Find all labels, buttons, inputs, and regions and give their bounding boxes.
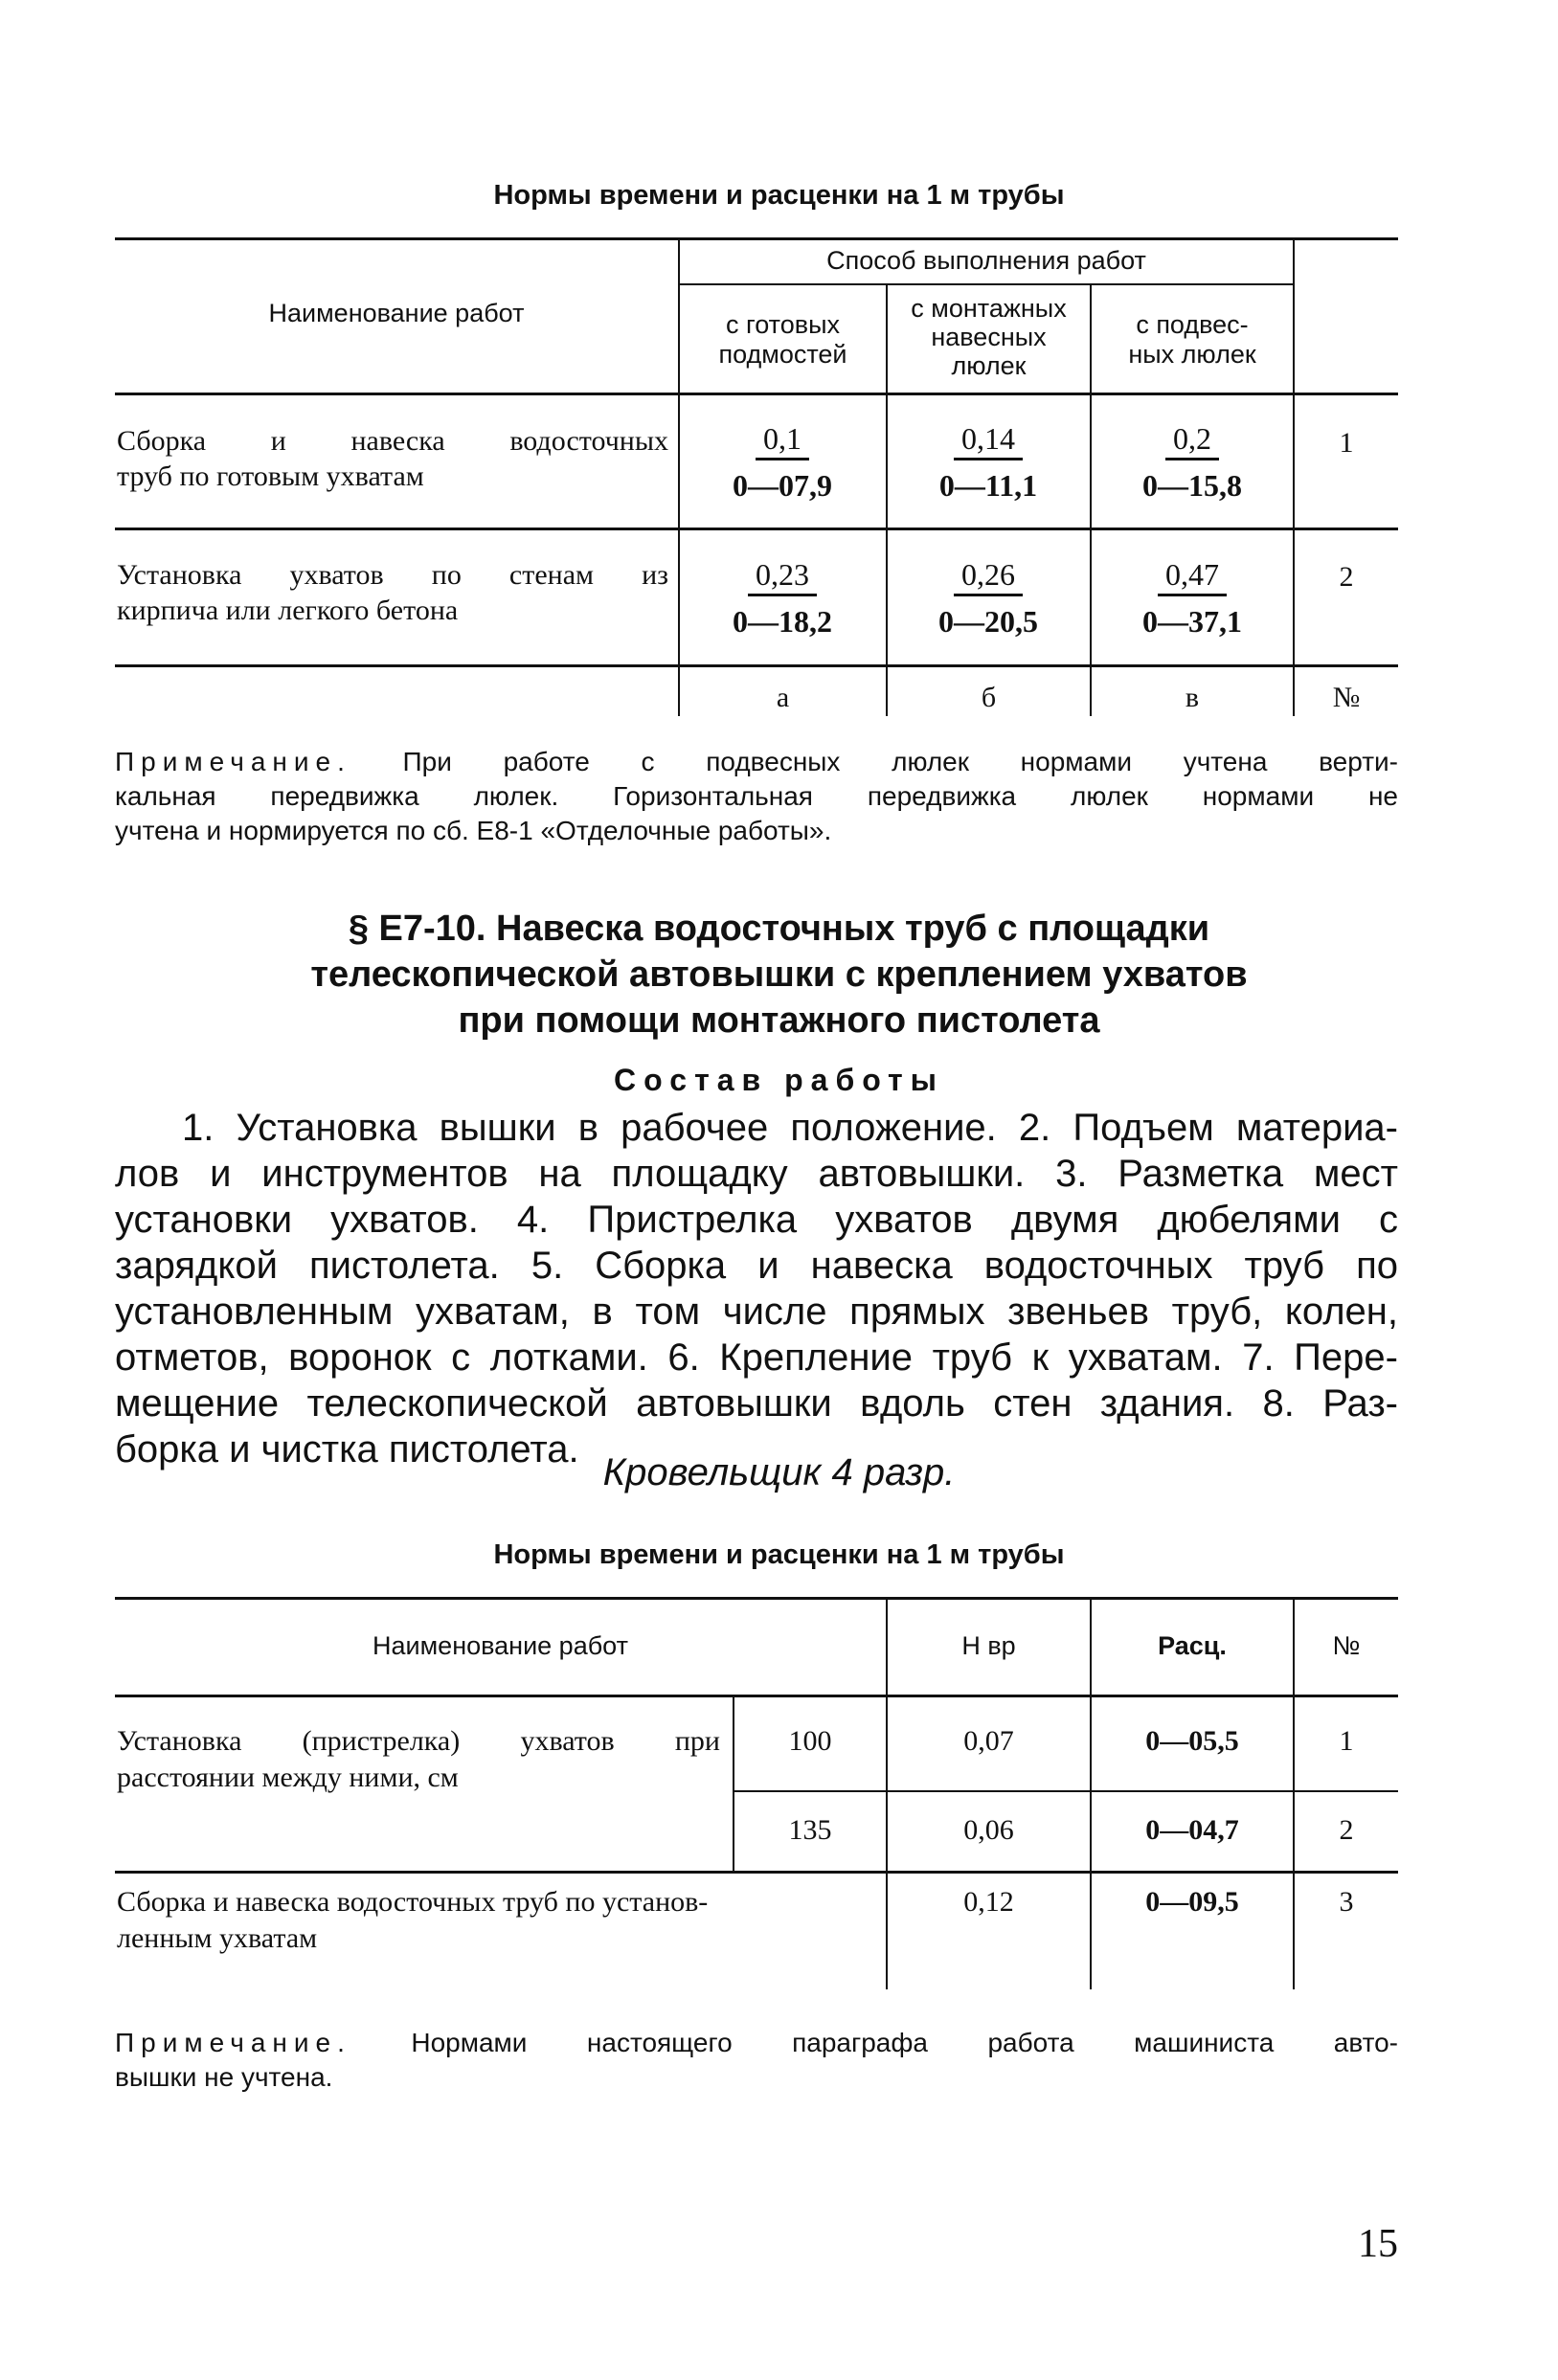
section-subtitle: Состав работы [614, 1063, 944, 1097]
table1-foot-c: в [1185, 682, 1200, 713]
table1-row2-rule [115, 664, 1398, 667]
table2-row1b-no: 2 [1339, 1814, 1354, 1846]
table1-row2-a: $\frac{0,23}{0—18,2}$ [733, 557, 832, 639]
table1-method-rule [680, 283, 1295, 285]
table1-row2-no: 2 [1339, 561, 1354, 593]
table2-row1b-hvr: 0,06 [963, 1814, 1014, 1846]
table2-row1a-dist: 100 [788, 1725, 832, 1757]
table1-row1-c: $\frac{0,2}{0—15,8}$ [1142, 421, 1242, 503]
table1-vline [678, 237, 680, 716]
table2-row1a-no: 1 [1339, 1725, 1354, 1757]
table2-row-rule [115, 1871, 1398, 1874]
table2-caption: Нормы времени и расценки на 1 м трубы [493, 1539, 1065, 1570]
table2-head-rate: Расц. [1158, 1631, 1227, 1660]
table1-foot-no: № [1332, 682, 1361, 713]
table1-vline [1293, 237, 1295, 716]
table1-col-a-head: с готовых подмостей [718, 310, 847, 369]
table2-row2-hvr: 0,12 [963, 1886, 1014, 1918]
table2-row1b-rate: 0—04,7 [1145, 1814, 1239, 1846]
table2-row2-name: Сборка и навеска водосточных труб по установ- ленным ухватам [117, 1886, 709, 1954]
table2-row1a-hvr: 0,07 [963, 1725, 1014, 1757]
table1-foot-a: а [776, 682, 790, 713]
table2-row1-name: Установка (пристрелка) ухватов при расстоянии между ними, см [117, 1725, 720, 1793]
table1-row1-no: 1 [1339, 427, 1354, 459]
table1-row1-a: $\frac{0,1}{0—07,9}$ [733, 421, 832, 503]
table1-row1-rule [115, 528, 1398, 530]
table1-col-c-head: с подвес- ных люлек [1128, 310, 1256, 369]
table2-subrow-rule [733, 1790, 1398, 1792]
table2-row2-rate: 0—09,5 [1145, 1886, 1239, 1918]
table1-row2-name: Установка ухватов по стенам из кирпича или легкого бетона [117, 559, 668, 626]
note2: Примечание. Нормами настоящего параграфа работа машиниста авто- вышки не учтена. [115, 2028, 1398, 2092]
note1-lead: Примечание. [115, 747, 351, 776]
table1-top-rule [115, 237, 1398, 240]
note2-lead: Примечание. [115, 2028, 351, 2057]
table2-head-no: № [1332, 1631, 1361, 1660]
table1-head-method: Способ выполнения работ [826, 246, 1146, 275]
table2-head-name: Наименование работ [373, 1631, 628, 1660]
table2-row2-no: 3 [1339, 1886, 1354, 1918]
table1-row2-c: $\frac{0,47}{0—37,1}$ [1142, 557, 1242, 639]
table2-row1b-dist: 135 [788, 1814, 832, 1846]
table2-header-rule [115, 1695, 1398, 1697]
table1-row1-name: Сборка и навеска водосточных труб по готовым ухватам [117, 425, 668, 492]
table1-header-rule [115, 393, 1398, 395]
section-body: 1. Установка вышки в рабочее положение. 2. Подъем материа- лов и инструментов на площадку автовышки. 3. Разметка мест установки ухватов. 4. Пристрелка ухватов двумя дюбелями с зарядкой пистолета. 5. Сборка и навеска водосточных труб по установленным ухватам, в том числе прямых звеньев труб, колен, отметов, воронок с лотками. 6. Крепление труб к ухватам. 7. Пере- мещение телескопической автовышки вдоль стен здания. 8. Раз- борка и чистка пистолета. [115, 1107, 1398, 1471]
table1-caption: Нормы времени и расценки на 1 м трубы [493, 180, 1065, 211]
table1-col-b-head: с монтажных навесных люлек [911, 294, 1067, 380]
worker-grade: Кровельщик 4 разр. [602, 1451, 956, 1493]
table1-head-name: Наименование работ [268, 299, 525, 327]
note1: Примечание. При работе с подвесных люлек нормами учтена верти- кальная передвижка люлек. Горизонтальная передвижка люлек нормами не учтена и нормируется по сб. Е8-1 «Отделочные работы». [115, 747, 1398, 845]
table1-row2-b: $\frac{0,26}{0—20,5}$ [938, 557, 1038, 639]
table2-row1a-rate: 0—05,5 [1145, 1725, 1239, 1757]
page-number: 15 [1358, 2222, 1398, 2266]
table2-top-rule [115, 1597, 1398, 1600]
section-title: § Е7-10. Навеска водосточных труб с площадки телескопической автовышки с креплением ухватов при помощи монтажного пистолета [310, 909, 1248, 1041]
table1-row1-b: $\frac{0,14}{0—11,1}$ [938, 421, 1038, 503]
table1-foot-b: б [981, 682, 997, 713]
table2-head-hvr: Н вр [961, 1631, 1016, 1660]
